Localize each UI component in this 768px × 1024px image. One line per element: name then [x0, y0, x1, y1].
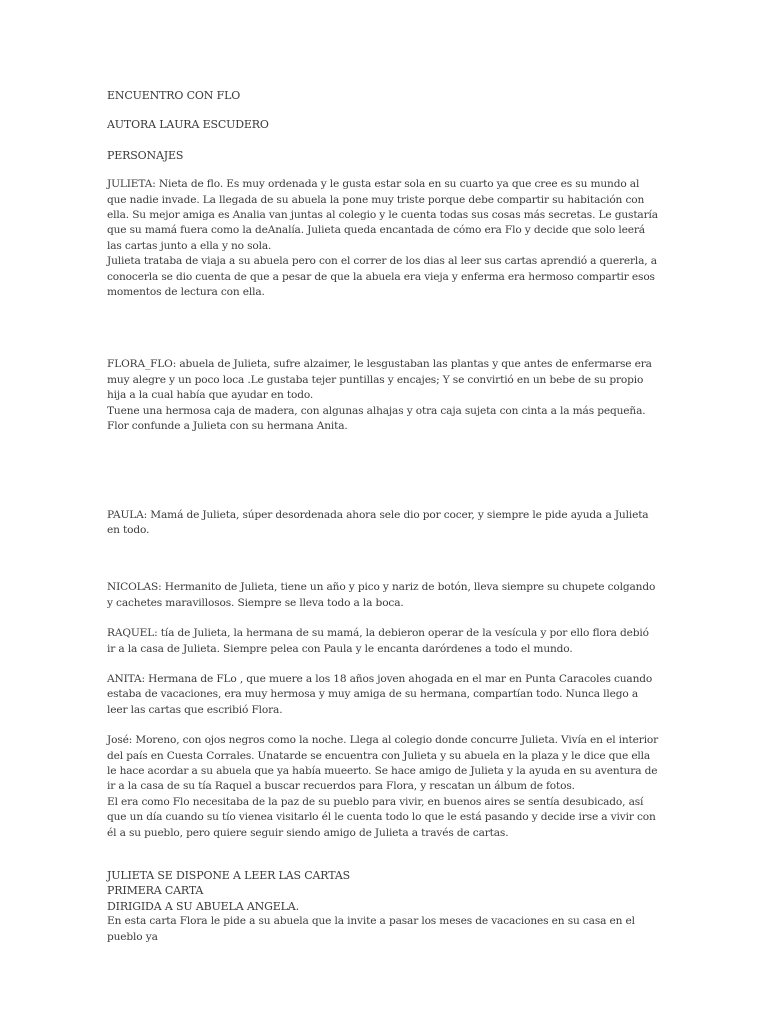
- spacer: [107, 611, 659, 626]
- character-raquel-paragraph: RAQUEL: tía de Julieta, la hermana de su mamá, la debieron operar de la vesícula y por ello flora debió ir a la casa de Julieta. Siempre pelea con Paula y le encanta darórdenes a todo el mundo.: [107, 627, 649, 655]
- spacer: [107, 300, 659, 357]
- spacer: [107, 657, 659, 672]
- spacer: [107, 841, 659, 868]
- letter-text-paragraph: En esta carta Flora le pide a su abuela que la invite a pasar los meses de vacaciones en su casa en el pueblo ya: [107, 915, 635, 943]
- letters-heading: JULIETA SE DISPONE A LEER LAS CARTAS: [107, 869, 350, 882]
- characters-heading: PERSONAJES: [107, 148, 184, 162]
- document-page: [107, 88, 659, 945]
- spacer: [107, 133, 659, 148]
- character-flora-paragraph: FLORA_FLO: abuela de Julieta, sufre alzaimer, le lesgustaban las plantas y que antes de enfermarse era muy alegre y un poco loca .Le gustaba tejer puntillas y encajes; Y se convirtió en un bebe de su propio hija a la cual había que ayudar en todo.: [107, 358, 652, 402]
- character-jose-paragraph-2: El era como Flo necesitaba de la paz de su pueblo para vivir, en buenos aires se sentía desubicado, así que un día cuando su tío vienea visitarlo él le cuenta todo lo que le está pasando y decide irse a vivir con él a su pueblo, pero quiere seguir siendo amigo de Julieta a través de cartas.: [107, 795, 656, 839]
- spacer: [107, 163, 659, 177]
- character-anita-paragraph: ANITA: Hermana de FLo , que muere a los 18 años joven ahogada en el mar en Punta Caracoles cuando estaba de vacaciones, era muy hermosa y muy amiga de su hermana, compartían todo. Nunca llego a leer las cartas que escribió Flora.: [107, 672, 653, 716]
- character-julieta-paragraph-2: Julieta trataba de viaja a su abuela pero con el correr de los dias al leer sus cartas aprendió a quererla, a conocerla se dio cuenta de que a pesar de que la abuela era vieja y enferma era hermoso compartir esos momentos de lectura con ella.: [107, 255, 657, 299]
- spacer: [107, 718, 659, 733]
- document-author: AUTORA LAURA ESCUDERO: [107, 118, 269, 132]
- spacer: [107, 103, 659, 117]
- character-julieta-paragraph: JULIETA: Nieta de flo. Es muy ordenada y le gusta estar sola en su cuarto ya que cree es su mundo al que nadie invade. La llegada de su abuela la pone muy triste porque debe compartir su habitación con ella. Su mejor amiga es Analia van juntas al colegio y le cuenta todas sus cosas más secretas. Le gustaría que su mamá fuera como la deAnalía. Julieta queda encantada de cómo era Flo y decide que solo leerá las cartas junto a ella y no sola.: [107, 178, 658, 252]
- character-flora-paragraph-2: Tuene una hermosa caja de madera, con algunas alhajas y otra caja sujeta con cinta a la más pequeña. Flor confunde a Julieta con su hermana Anita.: [107, 404, 646, 433]
- character-nicolas-paragraph: NICOLAS: Hermanito de Julieta, tiene un año y pico y nariz de botón, lleva siempre su chupete colgando y cachetes maravillosos. Siempre se lleva todo a la boca.: [107, 581, 656, 609]
- document-title: ENCUENTRO CON FLO: [107, 89, 241, 102]
- addressed-to-heading: DIRIGIDA A SU ABUELA ANGELA.: [107, 899, 299, 913]
- character-jose-paragraph: José: Moreno, con ojos negros como la noche. Llega al colegio donde concurre Julieta. Vivía en el interior del país en Cuesta Corrales. Unatarde se encuentra con Julieta y su abuela en la plaza y le dice que ella le hace acordar a su abuela que ya había mueerto. Se hace amigo de Julieta y la ayuda en su aventura de ir a la casa de su tía Raquel a buscar recuerdos para Flora, y rescatan un álbum de fotos.: [107, 734, 659, 793]
- character-paula-paragraph: PAULA: Mamá de Julieta, súper desordenada ahora sele dio por cocer, y siempre le pide ayuda a Julieta en todo.: [107, 508, 649, 536]
- spacer: [107, 538, 659, 580]
- spacer: [107, 435, 659, 508]
- first-letter-heading: PRIMERA CARTA: [107, 884, 204, 898]
